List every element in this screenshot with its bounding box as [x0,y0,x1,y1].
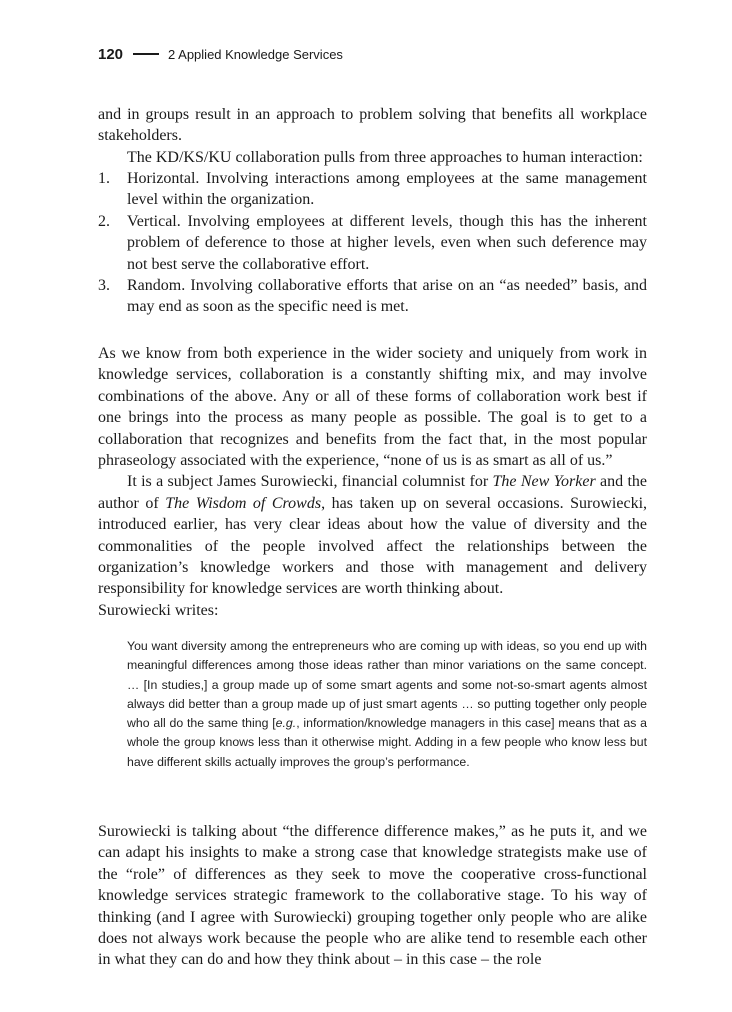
running-head [98,44,343,64]
list-number: 1. [98,170,110,187]
chapter-title: 2 Applied Knowledge Services [168,46,343,62]
closing-paragraph: Surowiecki is talking about “the difference difference makes,” as he puts it, and we can adapt his insights to make a strong case that knowledge strategists make use of the “role” of differences as they seek to move the cooperative cross-functional knowledge services strategic framework to the collaborative stage. To his way of thinking (and I agree with Surowiecki) grouping together only people who are alike does not always work because the people who are alike tend to resemble each other in what they can do and how they think about – in this case – the role [98,823,647,969]
body-block [98,343,647,621]
list-item [98,275,647,318]
intro-paragraph: and in groups result in an approach to problem solving that benefits all workplace stakeholders. [98,106,647,145]
approaches-list [98,168,647,318]
book-title: The Wisdom of Crowds [165,494,322,512]
list-text: Random. Involving collaborative efforts that arise on an “as needed” basis, and may end as soon as the specific need is met. [127,277,647,316]
quote-text-b: , information/knowledge managers in this case] means that as a whole the group knows less than it otherwise might. Adding in a few people who know less but have different skills actually improves the group’s performance. [127,716,647,769]
para2-text-b: and the author of [98,473,648,512]
list-item [98,168,647,211]
list-item [98,211,647,275]
page-number: 120 [98,45,124,63]
intro-block [98,104,647,168]
quote-intro: Surowiecki writes: [98,601,219,619]
para2-text-a: It is a subject James Surowiecki, financial columnist for [127,473,493,491]
list-text: Horizontal. Involving interactions among employees at the same management level within the organization. [127,170,647,209]
body-paragraph-1: As we know from both experience in the wider society and uniquely from work in knowledge services, collaboration is a constantly shifting mix, and may involve combinations of the above. Any or all of these forms of collaboration work best if one brings into the process as many people as possible. The goal is to get to a collaboration that recognizes and benefits from the fact that, in the most popular phraseology associated with the experience, “none of us is as smart as all of us.” [98,345,647,470]
para2-text-c: , has taken up on several occasions. Surowiecki, introduced earlier, has very clear ideas about how the value of diversity and the commonalities of the people involved affect the relationships between the organization’s knowledge workers and those with management and delivery responsibility for knowledge services are worth thinking about. [98,494,648,598]
quote-text-a: You want diversity among the entrepreneurs who are coming up with ideas, so you end up with meaningful differences among those ideas rather than minor variations on the same concept. … [In studies,] a group made up of some smart agents and some not-so-smart agents almost always did better than a group made up of just smart agents … so putting together only people who all do the same thing [ [127,639,647,731]
list-lead-paragraph: The KD/KS/KU collaboration pulls from three approaches to human interaction: [127,148,643,166]
publication-title: The New Yorker [492,473,596,491]
list-number: 3. [98,277,110,295]
closing-block [98,821,647,971]
quote-italic: e.g. [275,716,297,731]
list-number: 2. [98,212,110,230]
body-paragraph-2 [98,471,647,599]
list-text: Vertical. Involving employees at different levels, though this has the inherent problem of deference to those at higher levels, even when such deference may not best serve the collaborative effort. [127,212,647,273]
block-quote [127,637,647,772]
header-rule [133,53,159,55]
